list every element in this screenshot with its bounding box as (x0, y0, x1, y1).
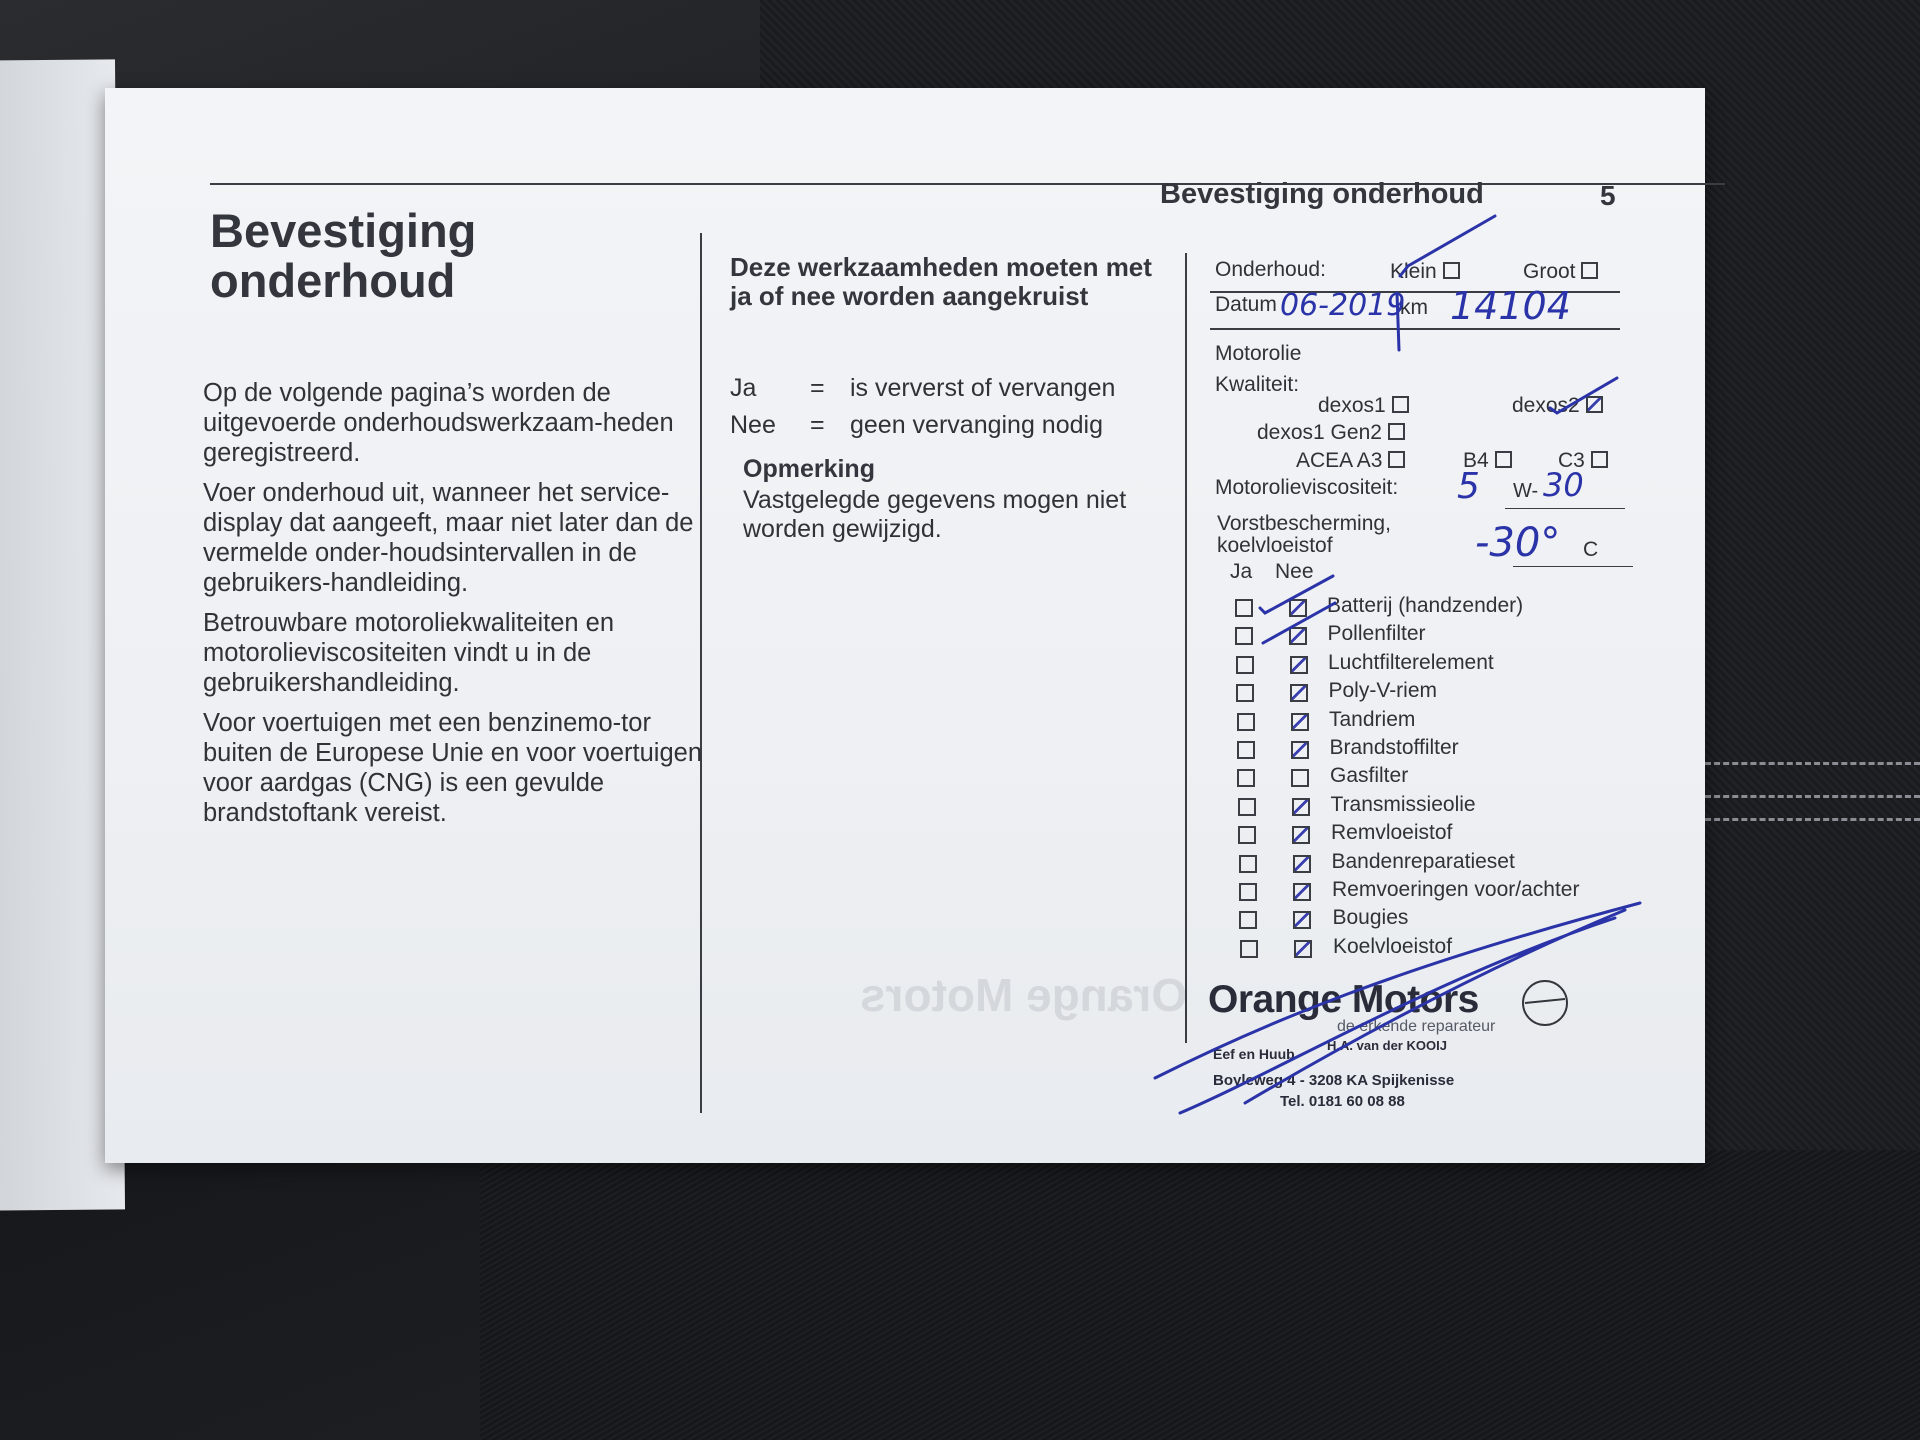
definition-description: geen vervanging nodig (850, 411, 1103, 439)
motorolie-label: Motorolie (1215, 342, 1302, 365)
checklist-item-label: Luchtfilterelement (1328, 650, 1494, 674)
handwritten-viscosity-1: 5 (1457, 466, 1480, 507)
checklist-item-label: Transmissieolie (1330, 792, 1476, 816)
acea-label: ACEA A3 (1296, 449, 1383, 472)
checklist-item-label: Tandriem (1329, 707, 1416, 731)
stamp-address: Boyleweg 4 - 3208 KA Spijkenisse (1213, 1072, 1455, 1089)
paragraph: Betrouwbare motoroliekwaliteiten en motorolieviscositeiten vindt u in de gebruikershandleiding. (203, 609, 615, 697)
onderhoud-label: Onderhoud: (1215, 258, 1326, 281)
datum-label: Datum (1215, 293, 1277, 316)
ja-header: Ja (1230, 560, 1253, 583)
checklist-item-label: Remvloeistof (1331, 821, 1453, 845)
seat-stitching (1705, 762, 1920, 765)
checklist-item-label: Bandenreparatieset (1331, 849, 1515, 873)
definition-description: is ververst of vervangen (850, 374, 1116, 402)
stamp-repairer-text: de erkende reparateur (1337, 1018, 1496, 1035)
nee-check-strokes (1260, 576, 1335, 643)
instruction-heading: Deze werkzaamheden moeten met ja of nee worden aangekruist (730, 252, 1152, 311)
definition-term: Nee (730, 411, 776, 439)
stamp-owners-2: H.A. van der KOOIJ (1327, 1038, 1447, 1053)
checklist-item-label: Brandstoffilter (1329, 736, 1459, 759)
checklist-item-label: Poly-V-riem (1328, 679, 1438, 703)
klein-check-stroke (1400, 216, 1495, 276)
km-label: km (1400, 296, 1428, 319)
celsius-unit: C (1583, 538, 1599, 561)
viscositeit-label: Motorolieviscositeit: (1215, 476, 1399, 499)
handwritten-km: 14104 (1450, 284, 1571, 328)
c3-label: C3 (1558, 449, 1585, 472)
handwritten-date: 06-2019 (1280, 288, 1406, 323)
note-text: Vastgelegde gegevens mogen niet worden gewijzigd. (743, 486, 1127, 543)
dexos1gen2-label: dexos1 Gen2 (1257, 421, 1382, 444)
checklist-item-label: Remvoeringen voor/achter (1332, 878, 1580, 901)
dexos2-check-stroke (1550, 378, 1617, 413)
seat-background-bottom (480, 1150, 1920, 1440)
definition-term: Ja (730, 374, 757, 402)
vorst-label-2: koelvloeistof (1217, 534, 1333, 557)
seat-stitching (1705, 795, 1920, 798)
klein-label: Klein (1390, 260, 1437, 283)
page-number: 5 (1600, 180, 1616, 211)
w-label: W- (1513, 480, 1539, 502)
datum-divider-stroke (1397, 293, 1399, 350)
groot-label: Groot (1523, 260, 1576, 283)
paragraph: Voer onderhoud uit, wanneer het service-display dat aangeeft, maar niet later dan de vermelde onder-houdsintervallen in de gebruikers-handleiding. (203, 479, 694, 597)
checklist-item-label: Gasfilter (1330, 764, 1409, 788)
checklist-item-label: Batterij (handzender) (1327, 594, 1524, 617)
running-title: Bevestiging onderhoud (1160, 178, 1484, 210)
stamp-telephone: Tel. 0181 60 08 88 (1280, 1093, 1405, 1110)
handwritten-viscosity-2: 30 (1543, 466, 1584, 504)
definition-equals: = (810, 374, 825, 402)
nee-header: Nee (1275, 560, 1314, 583)
b4-label: B4 (1463, 449, 1489, 472)
stamp-owners: Eef en Huub (1213, 1046, 1295, 1062)
paragraph: Op de volgende pagina’s worden de uitgevoerde onderhoudswerkzaam-heden geregistreerd. (203, 379, 674, 467)
seat-stitching (1705, 818, 1920, 821)
kwaliteit-label: Kwaliteit: (1215, 373, 1300, 396)
show-through-stamp: Orange Motors (860, 969, 1188, 1021)
opel-logo-icon (1523, 981, 1567, 1025)
pen-strokes (105, 88, 1705, 1163)
checklist-item-label: Koelvloeistof (1333, 934, 1453, 958)
definition-equals: = (810, 411, 825, 439)
page-title: Bevestiging onderhoud (210, 204, 477, 307)
booklet-page (105, 88, 1705, 1163)
checklist-item-label: Bougies (1332, 906, 1409, 930)
vorst-label-1: Vorstbescherming, (1217, 512, 1391, 535)
dexos1-label: dexos1 (1318, 394, 1386, 417)
paragraph: Voor voertuigen met een benzinemo-tor buiten de Europese Unie en voor voertuigen voor aardgas (CNG) is een gevulde brandstoftank vereist. (203, 709, 703, 827)
checklist-item-label: Pollenfilter (1327, 622, 1426, 646)
stamp-company-name: Orange Motors (1208, 978, 1479, 1021)
dexos2-label: dexos2 (1512, 394, 1580, 417)
handwritten-antifreeze: -30° (1475, 520, 1561, 566)
note-title: Opmerking (743, 455, 875, 483)
